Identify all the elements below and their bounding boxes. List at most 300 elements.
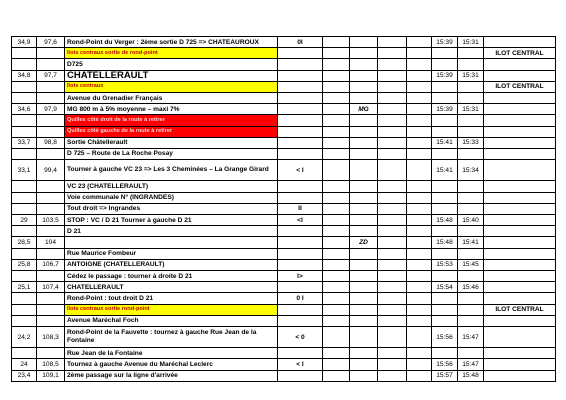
table-row — [12, 293, 556, 304]
climb-zone-cell — [350, 48, 378, 59]
climb-zone-cell — [350, 92, 378, 103]
route-description-cell — [65, 237, 278, 248]
km-remaining-cell — [12, 81, 37, 92]
climb-zone-cell: MG — [350, 104, 378, 115]
note-cell — [484, 259, 556, 270]
time-b-cell — [458, 48, 484, 59]
note-cell — [484, 126, 556, 137]
climb-zone-cell — [350, 137, 378, 148]
note-cell — [484, 104, 556, 115]
km-done-cell: 109,1 — [37, 370, 65, 381]
empty-cell — [378, 326, 407, 347]
table-row — [12, 348, 556, 359]
time-b-cell — [458, 226, 484, 237]
km-done-cell — [37, 181, 65, 192]
note-cell — [484, 59, 556, 70]
note-cell — [484, 270, 556, 281]
empty-cell — [407, 370, 432, 381]
empty-cell — [378, 304, 407, 315]
empty-cell — [407, 282, 432, 293]
table-row — [12, 237, 556, 248]
table-row — [12, 315, 556, 326]
note-cell — [484, 160, 556, 181]
time-a-cell: 15:57 — [432, 370, 458, 381]
time-a-cell — [432, 192, 458, 203]
table-row — [12, 81, 556, 92]
table-row — [12, 359, 556, 370]
km-remaining-cell: 34,6 — [12, 104, 37, 115]
empty-cell — [323, 237, 350, 248]
note-cell — [484, 226, 556, 237]
empty-cell — [323, 348, 350, 359]
direction-symbol-cell — [278, 315, 323, 326]
empty-cell — [323, 148, 350, 159]
empty-cell — [407, 215, 432, 226]
direction-symbol-cell — [278, 237, 323, 248]
empty-cell — [323, 315, 350, 326]
note-cell: ILOT CENTRAL — [484, 48, 556, 59]
empty-cell — [407, 70, 432, 81]
route-description-cell: Sortie Châtellerault — [65, 137, 278, 148]
km-remaining-cell — [12, 270, 37, 281]
time-a-cell: 15:41 — [432, 137, 458, 148]
table-row — [12, 160, 556, 181]
empty-cell — [407, 48, 432, 59]
empty-cell — [407, 148, 432, 159]
empty-cell — [323, 81, 350, 92]
direction-symbol-cell — [278, 181, 323, 192]
empty-cell — [378, 370, 407, 381]
km-remaining-cell — [12, 315, 37, 326]
note-cell — [484, 326, 556, 347]
empty-cell — [407, 115, 432, 126]
km-remaining-cell — [12, 248, 37, 259]
km-done-cell: 104 — [37, 237, 65, 248]
note-cell — [484, 315, 556, 326]
km-done-cell — [37, 304, 65, 315]
direction-symbol-cell: I> — [278, 270, 323, 281]
km-done-cell: 98,8 — [37, 137, 65, 148]
route-description-cell: Quilles côté droit de la route à retirer — [65, 115, 278, 126]
empty-cell — [378, 81, 407, 92]
route-description-cell: Quilles côté gauche de la route à retirer — [65, 126, 278, 137]
climb-zone-cell — [350, 326, 378, 347]
time-a-cell — [432, 304, 458, 315]
time-a-cell: 15:48 — [432, 237, 458, 248]
time-a-cell: 15:53 — [432, 259, 458, 270]
km-remaining-cell: 25,8 — [12, 259, 37, 270]
note-cell — [484, 92, 556, 103]
empty-cell — [378, 348, 407, 359]
km-done-cell — [37, 48, 65, 59]
time-b-cell: 15:47 — [458, 359, 484, 370]
time-a-cell — [432, 226, 458, 237]
km-done-cell — [37, 115, 65, 126]
climb-zone-cell — [350, 59, 378, 70]
empty-cell — [378, 203, 407, 214]
km-remaining-cell: 34,8 — [12, 70, 37, 81]
empty-cell — [378, 270, 407, 281]
time-b-cell — [458, 115, 484, 126]
direction-symbol-cell — [278, 148, 323, 159]
climb-zone-cell — [350, 37, 378, 48]
route-description-cell: Rue Maurice Fombeur — [65, 248, 278, 259]
empty-cell — [323, 215, 350, 226]
km-done-cell: 97,6 — [37, 37, 65, 48]
km-done-cell — [37, 348, 65, 359]
note-cell — [484, 192, 556, 203]
time-b-cell — [458, 293, 484, 304]
empty-cell — [323, 126, 350, 137]
time-a-cell — [432, 48, 458, 59]
time-a-cell: 15:39 — [432, 104, 458, 115]
route-description-cell: Ilots centraux — [65, 81, 278, 92]
empty-cell — [378, 192, 407, 203]
empty-cell — [323, 248, 350, 259]
direction-symbol-cell — [278, 226, 323, 237]
table-row — [12, 326, 556, 347]
direction-symbol-cell: <I — [278, 215, 323, 226]
empty-cell — [378, 248, 407, 259]
empty-cell — [378, 160, 407, 181]
km-done-cell — [37, 192, 65, 203]
climb-zone-cell — [350, 203, 378, 214]
km-remaining-cell — [12, 48, 37, 59]
km-remaining-cell — [12, 59, 37, 70]
empty-cell — [407, 359, 432, 370]
note-cell — [484, 215, 556, 226]
climb-zone-cell — [350, 181, 378, 192]
km-done-cell — [37, 92, 65, 103]
route-description-cell: Ilots centraux sortie de rond-point — [65, 48, 278, 59]
empty-cell — [407, 226, 432, 237]
empty-cell — [323, 115, 350, 126]
climb-zone-cell: ZD — [350, 237, 378, 248]
table-row — [12, 248, 556, 259]
time-b-cell — [458, 126, 484, 137]
empty-cell — [323, 259, 350, 270]
km-done-cell — [37, 270, 65, 281]
empty-cell — [323, 137, 350, 148]
direction-symbol-cell: 0I — [278, 37, 323, 48]
km-remaining-cell — [12, 181, 37, 192]
climb-zone-cell — [350, 315, 378, 326]
km-remaining-cell: 29 — [12, 215, 37, 226]
empty-cell — [378, 92, 407, 103]
route-description-cell: CHATELLERAULT — [65, 282, 278, 293]
direction-symbol-cell — [278, 259, 323, 270]
empty-cell — [407, 137, 432, 148]
km-remaining-cell: 34,9 — [12, 37, 37, 48]
time-b-cell — [458, 192, 484, 203]
km-done-cell — [37, 248, 65, 259]
note-cell — [484, 181, 556, 192]
empty-cell — [323, 92, 350, 103]
table-row — [12, 148, 556, 159]
time-a-cell — [432, 92, 458, 103]
empty-cell — [323, 104, 350, 115]
time-b-cell — [458, 59, 484, 70]
table-row — [12, 92, 556, 103]
direction-symbol-cell — [278, 137, 323, 148]
note-cell — [484, 282, 556, 293]
climb-zone-cell — [350, 81, 378, 92]
note-cell — [484, 37, 556, 48]
note-cell — [484, 248, 556, 259]
climb-zone-cell — [350, 304, 378, 315]
empty-cell — [323, 304, 350, 315]
empty-cell — [378, 282, 407, 293]
table-row — [12, 48, 556, 59]
empty-cell — [378, 104, 407, 115]
direction-symbol-cell — [278, 92, 323, 103]
direction-symbol-cell — [278, 304, 323, 315]
km-remaining-cell: 25,1 — [12, 282, 37, 293]
empty-cell — [378, 226, 407, 237]
empty-cell — [378, 137, 407, 148]
note-cell — [484, 137, 556, 148]
km-done-cell — [37, 226, 65, 237]
table-row — [12, 226, 556, 237]
route-description-cell: STOP : VC / D 21 Tourner à gauche D 21 — [65, 215, 278, 226]
time-b-cell — [458, 304, 484, 315]
empty-cell — [378, 215, 407, 226]
route-description-cell: Tourner à gauche VC 23 => Les 3 Cheminées – La Grange Girard — [65, 160, 278, 181]
route-description-cell: 2ème passage sur la ligne d'arrivée — [65, 370, 278, 381]
table-row — [12, 203, 556, 214]
direction-symbol-cell — [278, 248, 323, 259]
route-description-cell: D 21 — [65, 226, 278, 237]
direction-symbol-cell — [278, 48, 323, 59]
empty-cell — [323, 226, 350, 237]
route-description-cell: Rond-Point du Verger : 2ème sortie D 725 => CHATEAUROUX — [65, 37, 278, 48]
empty-cell — [407, 160, 432, 181]
time-b-cell: 15:31 — [458, 104, 484, 115]
empty-cell — [407, 37, 432, 48]
time-b-cell — [458, 203, 484, 214]
time-a-cell — [432, 293, 458, 304]
climb-zone-cell — [350, 215, 378, 226]
table-row — [12, 181, 556, 192]
direction-symbol-cell: < I — [278, 359, 323, 370]
climb-zone-cell — [350, 226, 378, 237]
km-done-cell: 106,7 — [37, 259, 65, 270]
km-remaining-cell — [12, 92, 37, 103]
empty-cell — [323, 48, 350, 59]
time-a-cell — [432, 348, 458, 359]
km-done-cell — [37, 59, 65, 70]
km-done-cell: 103,5 — [37, 215, 65, 226]
climb-zone-cell — [350, 359, 378, 370]
empty-cell — [378, 293, 407, 304]
route-description-cell: Rond-Point de la Fauvette : tournez à gauche Rue Jean de la Fontaine — [65, 326, 278, 347]
table-row — [12, 259, 556, 270]
time-a-cell — [432, 115, 458, 126]
time-a-cell: 15:54 — [432, 282, 458, 293]
climb-zone-cell — [350, 370, 378, 381]
table-row — [12, 304, 556, 315]
roadbook-table — [11, 36, 556, 382]
km-remaining-cell — [12, 115, 37, 126]
km-done-cell — [37, 293, 65, 304]
km-done-cell: 97,9 — [37, 104, 65, 115]
empty-cell — [323, 359, 350, 370]
table-row — [12, 126, 556, 137]
empty-cell — [323, 59, 350, 70]
table-row — [12, 59, 556, 70]
empty-cell — [407, 315, 432, 326]
time-a-cell: 15:56 — [432, 359, 458, 370]
time-b-cell: 15:31 — [458, 37, 484, 48]
climb-zone-cell — [350, 148, 378, 159]
empty-cell — [407, 326, 432, 347]
time-a-cell — [432, 248, 458, 259]
table-row — [12, 104, 556, 115]
empty-cell — [407, 259, 432, 270]
time-b-cell — [458, 348, 484, 359]
direction-symbol-cell — [278, 282, 323, 293]
time-a-cell — [432, 270, 458, 281]
km-remaining-cell: 23,4 — [12, 370, 37, 381]
time-b-cell: 15:46 — [458, 282, 484, 293]
km-done-cell: 97,7 — [37, 70, 65, 81]
time-b-cell: 15:33 — [458, 137, 484, 148]
table-row — [12, 270, 556, 281]
empty-cell — [378, 237, 407, 248]
empty-cell — [407, 293, 432, 304]
empty-cell — [323, 181, 350, 192]
note-cell — [484, 359, 556, 370]
empty-cell — [407, 92, 432, 103]
time-a-cell: 15:56 — [432, 326, 458, 347]
time-a-cell — [432, 148, 458, 159]
direction-symbol-cell: 0 I — [278, 293, 323, 304]
note-cell: ILOT CENTRAL — [484, 304, 556, 315]
table-row — [12, 70, 556, 81]
direction-symbol-cell: II — [278, 203, 323, 214]
climb-zone-cell — [350, 293, 378, 304]
empty-cell — [407, 248, 432, 259]
empty-cell — [378, 359, 407, 370]
climb-zone-cell — [350, 70, 378, 81]
direction-symbol-cell — [278, 59, 323, 70]
km-remaining-cell — [12, 203, 37, 214]
route-description-cell: Tournez à gauche Avenue du Maréchal Leclerc — [65, 359, 278, 370]
time-a-cell: 15:48 — [432, 215, 458, 226]
empty-cell — [407, 237, 432, 248]
time-a-cell: 15:39 — [432, 70, 458, 81]
time-a-cell: 15:39 — [432, 37, 458, 48]
km-done-cell — [37, 81, 65, 92]
note-cell — [484, 237, 556, 248]
note-cell — [484, 115, 556, 126]
time-a-cell — [432, 315, 458, 326]
route-description-cell: ANTOIGNE (CHATELLERAULT) — [65, 259, 278, 270]
empty-cell — [378, 48, 407, 59]
route-description-cell: Rond-Point : tout droit D 21 — [65, 293, 278, 304]
empty-cell — [323, 160, 350, 181]
climb-zone-cell — [350, 115, 378, 126]
direction-symbol-cell: < I — [278, 160, 323, 181]
km-remaining-cell: 24,2 — [12, 326, 37, 347]
empty-cell — [323, 326, 350, 347]
note-cell — [484, 70, 556, 81]
route-description-cell: Avenue du Grenadier Français — [65, 92, 278, 103]
km-remaining-cell — [12, 148, 37, 159]
route-description-cell: VC 23 (CHATELLERAULT) — [65, 181, 278, 192]
climb-zone-cell — [350, 259, 378, 270]
table-row — [12, 215, 556, 226]
direction-symbol-cell — [278, 126, 323, 137]
km-remaining-cell — [12, 293, 37, 304]
direction-symbol-cell — [278, 104, 323, 115]
table-row — [12, 370, 556, 381]
empty-cell — [378, 148, 407, 159]
empty-cell — [407, 104, 432, 115]
note-cell — [484, 203, 556, 214]
time-b-cell — [458, 181, 484, 192]
climb-zone-cell — [350, 126, 378, 137]
note-cell — [484, 293, 556, 304]
empty-cell — [378, 59, 407, 70]
empty-cell — [323, 370, 350, 381]
km-done-cell: 108,5 — [37, 359, 65, 370]
empty-cell — [407, 203, 432, 214]
route-description-cell: CHATELLERAULT — [65, 70, 278, 81]
climb-zone-cell — [350, 160, 378, 181]
time-b-cell — [458, 92, 484, 103]
km-remaining-cell: 33,7 — [12, 137, 37, 148]
km-remaining-cell — [12, 126, 37, 137]
time-b-cell — [458, 315, 484, 326]
time-b-cell: 15:45 — [458, 259, 484, 270]
route-description-cell: Cédez le passage : tourner à droite D 21 — [65, 270, 278, 281]
empty-cell — [323, 70, 350, 81]
time-a-cell — [432, 126, 458, 137]
route-description-cell: Rue Jean de la Fontaine — [65, 348, 278, 359]
direction-symbol-cell — [278, 70, 323, 81]
km-done-cell: 99,4 — [37, 160, 65, 181]
route-description-cell: Voie communale N° (INGRANDES) — [65, 192, 278, 203]
table-row — [12, 192, 556, 203]
empty-cell — [407, 270, 432, 281]
table-row — [12, 137, 556, 148]
empty-cell — [323, 192, 350, 203]
time-b-cell — [458, 270, 484, 281]
climb-zone-cell — [350, 248, 378, 259]
time-b-cell: 15:41 — [458, 237, 484, 248]
time-a-cell — [432, 81, 458, 92]
km-done-cell — [37, 203, 65, 214]
note-cell — [484, 148, 556, 159]
km-remaining-cell: 33,1 — [12, 160, 37, 181]
time-b-cell: 15:31 — [458, 70, 484, 81]
empty-cell — [407, 348, 432, 359]
km-done-cell: 108,3 — [37, 326, 65, 347]
direction-symbol-cell: < 0 — [278, 326, 323, 347]
time-b-cell — [458, 81, 484, 92]
route-description-cell: D725 — [65, 59, 278, 70]
empty-cell — [323, 270, 350, 281]
empty-cell — [378, 70, 407, 81]
time-a-cell: 15:41 — [432, 160, 458, 181]
climb-zone-cell — [350, 270, 378, 281]
empty-cell — [323, 293, 350, 304]
empty-cell — [407, 126, 432, 137]
empty-cell — [407, 81, 432, 92]
direction-symbol-cell — [278, 192, 323, 203]
time-b-cell: 15:47 — [458, 326, 484, 347]
